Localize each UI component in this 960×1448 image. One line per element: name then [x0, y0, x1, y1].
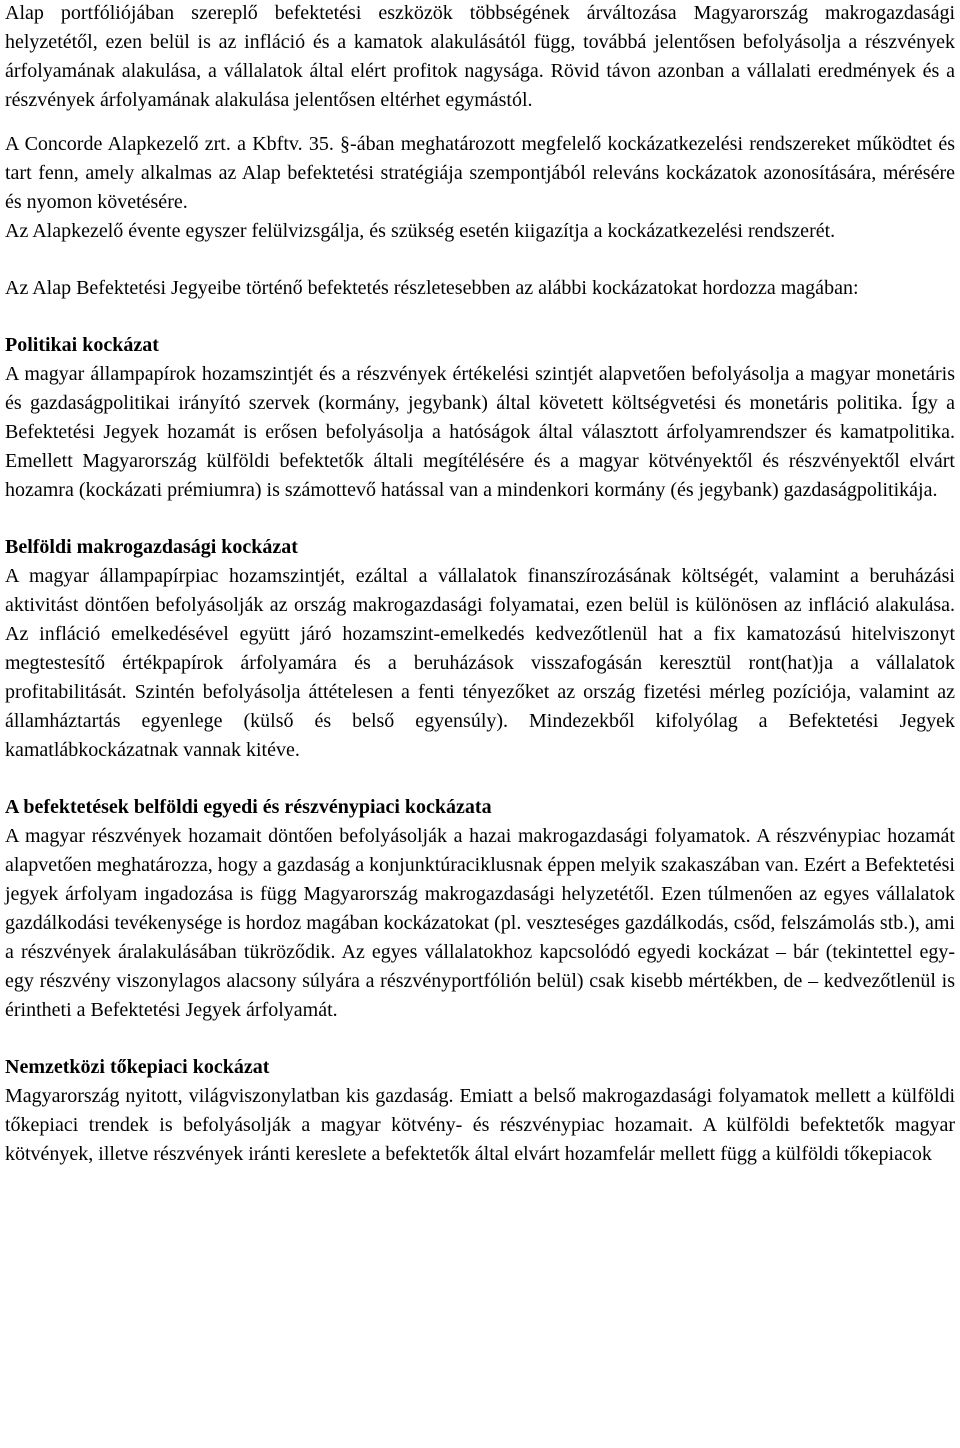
- intro-paragraph: Alap portfóliójában szereplő befektetési eszközök többségének árváltozása Magyarország makrogazdasági helyzetétől, ezen belül is az infláció és a kamatok alakulásától függ, továbbá jelentősen befolyásolja a részvények árfolyamának alakulása, a vállalatok által elért profitok nagysága. Rövid távon azonban a vállalati eredmények és a részvények árfolyamának alakulása jelentősen eltérhet egymástól.: [5, 2, 955, 111]
- section-heading-equity-risk: A befektetések belföldi egyedi és részvénypiaci kockázata: [5, 796, 492, 818]
- section-heading-macro-risk: Belföldi makrogazdasági kockázat: [5, 536, 298, 558]
- section-body-political-risk: A magyar állampapírok hozamszintjét és a részvények értékelési szintjét alapvetően befolyásolja a magyar monetáris és gazdaságpolitikai irányító szervek (kormány, jegybank) által követett költségvetési és monetáris politika. Így a Befektetési Jegyek hozamát is erősen befolyásolja a hatóságok által választott árfolyamrendszer és kamatpolitika. Emellett Magyarország külföldi befektetők általi megítélésére és a magyar kötvényektől és részvényektől elvárt hozamra (kockázati prémiumra) is számottevő hatással van a mindenkori kormány (és jegybank) gazdaságpolitikája.: [5, 363, 955, 501]
- section-body-international-risk: Magyarország nyitott, világviszonylatban kis gazdaság. Emiatt a belső makrogazdasági folyamatok mellett a külföldi tőkepiaci trendek is befolyásolják a magyar kötvény- és részvénypiac hozamait. A külföldi befektetők magyar kötvények, illetve részvények iránti kereslete a befektetők által elvárt hozamfelár mellett függ a külföldi tőkepiacok: [5, 1085, 955, 1165]
- annual-review-paragraph: Az Alapkezelő évente egyszer felülvizsgálja, és szükség esetén kiigazítja a kockázatkezelési rendszerét.: [5, 220, 836, 242]
- risk-overview-paragraph: Az Alap Befektetési Jegyeibe történő befektetés részletesebben az alábbi kockázatokat hordozza magában:: [5, 277, 859, 299]
- section-heading-political-risk: Politikai kockázat: [5, 334, 159, 356]
- section-body-equity-risk: A magyar részvények hozamait döntően befolyásolják a hazai makrogazdasági folyamatok. A részvénypiac hozamát alapvetően meghatározza, hogy a gazdaság a konjunktúraciklusnak éppen melyik szakaszában van. Ezért a Befektetési jegyek árfolyam ingadozása is függ Magyarország makrogazdasági helyzetétől. Ezen túlmenően az egyes vállalatok gazdálkodási tevékenysége is hordoz magában kockázatokat (pl. veszteséges gazdálkodás, csőd, felszámolás stb.), ami a részvények áralakulásában tükröződik. Az egyes vállalatokhoz kapcsolódó egyedi kockázat – bár (tekintettel egy-egy részvény viszonylagos alacsony súlyára a részvényportfólión belül) csak kisebb mértékben, de – kedvezőtlenül is érintheti a Befektetési Jegyek árfolyamát.: [5, 825, 955, 1021]
- document-page: [5, 0, 955, 1169]
- section-heading-international-risk: Nemzetközi tőkepiaci kockázat: [5, 1056, 270, 1078]
- risk-management-paragraph: A Concorde Alapkezelő zrt. a Kbftv. 35. §-ában meghatározott megfelelő kockázatkezelési rendszereket működtet és tart fenn, amely alkalmas az Alap befektetési stratégiája szempontjából releváns kockázatok azonosítására, mérésére és nyomon követésére.: [5, 133, 955, 213]
- section-body-macro-risk: A magyar állampapírpiac hozamszintjét, ezáltal a vállalatok finanszírozásának költségét, valamint a beruházási aktivitást döntően befolyásolják az ország makrogazdasági folyamatai, ezen belül is különösen az infláció alakulása. Az infláció emelkedésével együtt járó hozamszint-emelkedés kedvezőtlenül hat a fix kamatozású hitelviszonyt megtestesítő értékpapírok árfolyamára és a beruházások visszafogásán keresztül ront(hat)ja a vállalatok profitabilitását. Szintén befolyásolja áttételesen a fenti tényezőket az ország fizetési mérleg pozíciója, valamint az államháztartás egyenlege (külső és belső egyensúly). Mindezekből kifolyólag a Befektetési Jegyek kamatlábkockázatnak vannak kitéve.: [5, 565, 955, 761]
